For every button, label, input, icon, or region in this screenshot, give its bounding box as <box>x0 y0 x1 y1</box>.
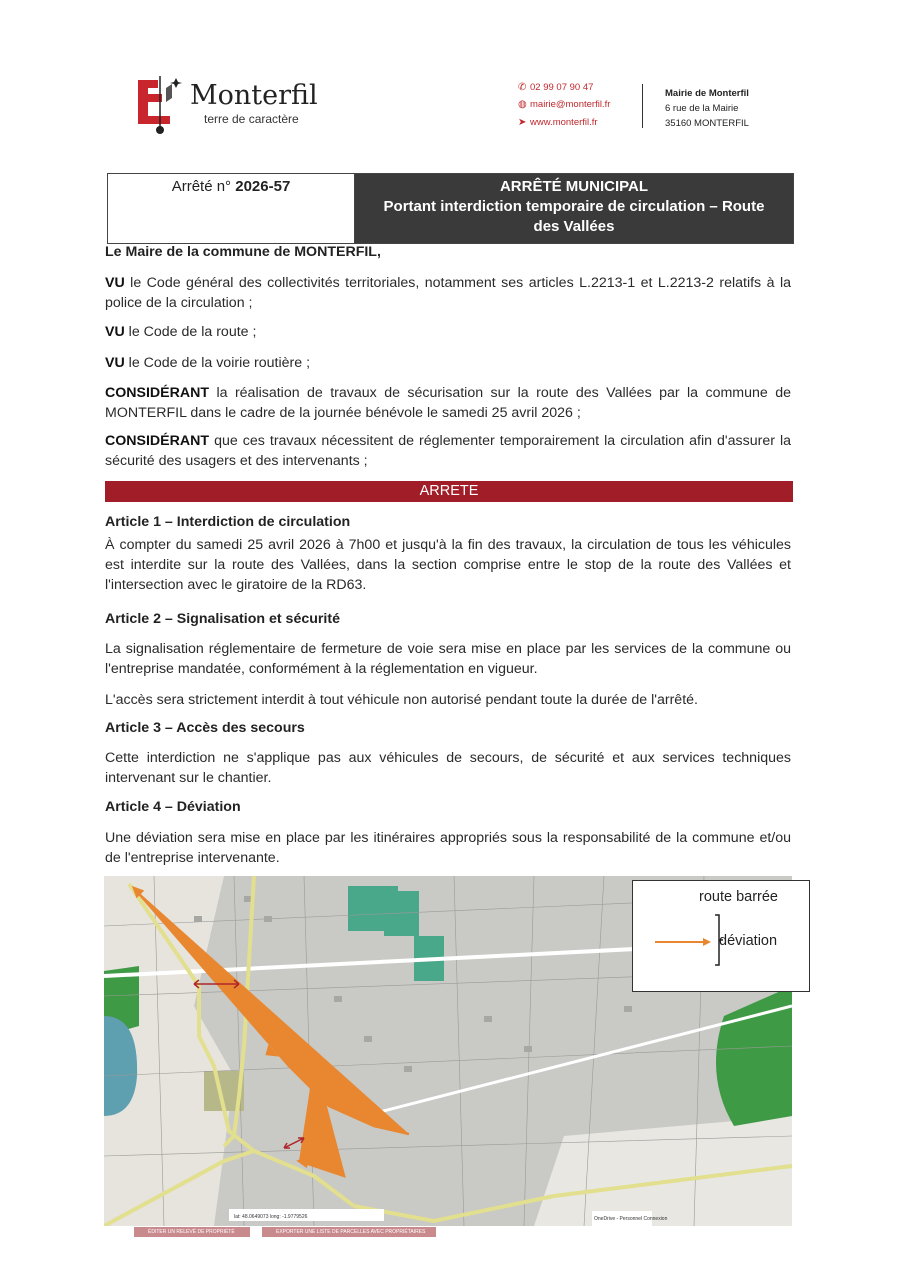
vu-code-voirie: VU le Code de la voirie routière ; <box>105 355 311 371</box>
phone: ✆ 02 99 07 90 47 <box>518 82 594 93</box>
arrete-banner: ARRETE <box>105 481 793 502</box>
article-1-text: À compter du samedi 25 avril 2026 à 7h00 et jusqu'à la fin des travaux, la circulation de tous les véhicules est interdite sur la route des Vallées, dans la section comprise entre le stop de la route des Vallées et l'intersection avec le giratoire de la RD63. <box>105 537 791 593</box>
article-3-title: Article 3 – Accès des secours <box>105 720 305 736</box>
phone-icon: ✆ <box>518 82 527 93</box>
edit-property-button[interactable]: ÉDITER UN RELEVÉ DE PROPRIÉTÉ <box>134 1227 250 1237</box>
legend-detour: déviation <box>719 933 778 949</box>
email[interactable]: ◍ mairie@monterfil.fr <box>518 99 611 110</box>
map-footer-note: OneDrive - Personnel Connexion <box>594 1216 668 1222</box>
logo-mark <box>136 74 182 136</box>
website[interactable]: ➤ www.monterfil.fr <box>518 117 598 128</box>
decree-title: ARRÊTÉ MUNICIPAL Portant interdiction temporaire de circulation – Route des Vallées <box>355 174 793 243</box>
logo-name: Monterfil <box>190 80 318 111</box>
legend-detour-arrow-icon <box>653 911 723 969</box>
decree-number: Arrêté n° 2026-57 <box>108 174 355 243</box>
logo-tagline: terre de caractère <box>204 112 299 126</box>
address: Mairie de Monterfil 6 rue de la Mairie 35160 MONTERFIL <box>665 88 749 129</box>
title-box <box>107 173 794 244</box>
header-divider <box>642 84 643 128</box>
article-4-text: Une déviation sera mise en place par les itinéraires appropriés sous la responsabilité de la commune et/ou de l'entreprise intervenante. <box>105 830 791 866</box>
map-coordinates: lat: 48.0649073 long: -1.9779526 <box>234 1214 308 1220</box>
article-4-title: Article 4 – Déviation <box>105 799 241 815</box>
export-parcels-button[interactable]: EXPORTER UNE LISTE DE PARCELLES AVEC PROPRIÉTAIRES <box>262 1227 436 1237</box>
article-2-text-1: La signalisation réglementaire de fermeture de voie sera mise en place par les services de la commune ou l'entreprise mandatée, conformément à la réglementation en vigueur. <box>105 641 791 677</box>
article-1-title: Article 1 – Interdiction de circulation <box>105 514 351 530</box>
considerant-1: CONSIDÉRANT la réalisation de travaux de sécurisation sur la route des Vallées par la commune de MONTERFIL dans le cadre de la journée bénévole le samedi 25 avril 2026 ; <box>105 385 791 421</box>
legend-closed-road: route barrée <box>699 889 778 905</box>
vu-cgct: VU le Code général des collectivités territoriales, notamment ses articles L.2213-1 et L.2213-2 relatifs à la police de la circulation ; <box>105 275 791 311</box>
cursor-icon: ➤ <box>518 117 527 128</box>
intro: Le Maire de la commune de MONTERFIL, <box>105 244 381 260</box>
vu-code-route: VU le Code de la route ; <box>105 324 257 340</box>
article-3-text: Cette interdiction ne s'applique pas aux véhicules de secours, de sécurité et aux services techniques intervenant sur le chantier. <box>105 750 791 786</box>
map-legend <box>632 880 810 992</box>
considerant-2: CONSIDÉRANT que ces travaux nécessitent de réglementer temporairement la circulation afin d'assurer la sécurité des usagers et des intervenants ; <box>105 433 791 469</box>
globe-icon: ◍ <box>518 99 527 110</box>
article-2-title: Article 2 – Signalisation et sécurité <box>105 611 340 627</box>
article-2-text-2: L'accès sera strictement interdit à tout véhicule non autorisé pendant toute la durée de l'arrêté. <box>105 692 698 708</box>
